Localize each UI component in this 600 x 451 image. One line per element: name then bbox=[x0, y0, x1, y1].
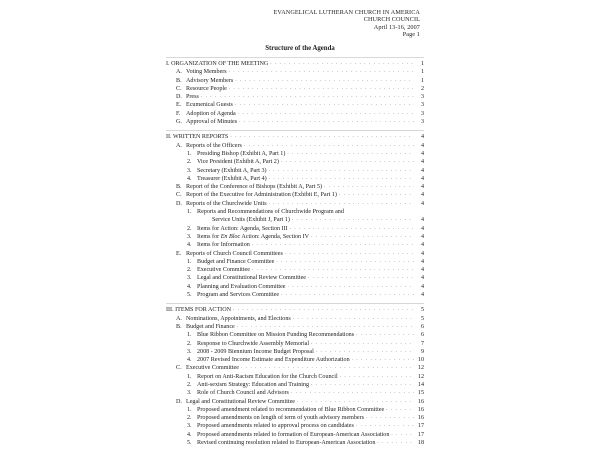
toc-subitem: 2. Items for Action: Agenda, Section III . . . 4 bbox=[166, 225, 424, 233]
toc-item: A. Nominations, Appointments, and Elections . . . 5 bbox=[166, 315, 424, 323]
toc-subitem: 2. Executive Committee . . . 4 bbox=[166, 266, 424, 274]
document-header bbox=[274, 9, 420, 39]
toc-subitem: 5. Revised continuing resolution related to European-American Association . . . 18 bbox=[166, 439, 424, 447]
toc-subitem: 2. Response to Churchwide Assembly Memorial . . . 7 bbox=[166, 340, 424, 348]
toc-subitem: 1. Budget and Finance Committee . . . 4 bbox=[166, 258, 424, 266]
toc-subitem: 3. Legal and Constitutional Review Committee . . . 4 bbox=[166, 274, 424, 282]
toc-subitem: 1. Reports and Recommendations of Churchwide Program and bbox=[187, 209, 344, 216]
toc-section-heading: III. ITEMS FOR ACTION . . . 5 bbox=[166, 306, 424, 314]
toc-item: G. Approval of Minutes . . . 3 bbox=[166, 118, 424, 126]
toc-item: D. Legal and Constitutional Review Committee . . . 16 bbox=[166, 398, 424, 406]
toc-subitem-continuation: Service Units (Exhibit J, Part 1) . . . 4 bbox=[166, 216, 424, 224]
toc-subitem: 4. Treasurer (Exhibit A, Part 4) . . . 4 bbox=[166, 175, 424, 183]
toc-subitem: 3. Proposed amendments related to approval process on candidates . . . 17 bbox=[166, 422, 424, 430]
toc-item: C. Executive Committee . . . 12 bbox=[166, 364, 424, 372]
toc-subitem: 2. Proposed amendments on length of term of youth advisory members . . . 16 bbox=[166, 414, 424, 422]
header-dates: April 13-16, 2007 bbox=[373, 23, 420, 31]
toc-item: E. Ecumenical Guests . . . 3 bbox=[166, 101, 424, 109]
toc-section-heading: II. WRITTEN REPORTS . . . 4 bbox=[166, 133, 424, 141]
toc-subitem: 1. Blue Ribbon Committee on Mission Funding Recommendations . . . 6 bbox=[166, 331, 424, 339]
toc-section-written-reports bbox=[166, 130, 424, 299]
toc-section-heading: I. ORGANIZATION OF THE MEETING . . . 1 bbox=[166, 60, 424, 68]
toc-item: B. Report of the Conference of Bishops (Exhibit A, Part 5) . . . 4 bbox=[166, 183, 424, 191]
toc-subitem: 4. 2007 Revised Income Estimate and Expenditure Authorization . . . 10 bbox=[166, 356, 424, 364]
toc-item: E. Reports of Church Council Committees . . . 4 bbox=[166, 250, 424, 258]
toc-subitem: 2. Anti-sexism Strategy: Education and Training . . . 14 bbox=[166, 381, 424, 389]
toc-subitem: 3. Items for En Bloc Action: Agenda, Section IV . . . 4 bbox=[166, 233, 424, 241]
toc-item: A. Reports of the Officers . . . 4 bbox=[166, 142, 424, 150]
toc-subitem: 4. Proposed amendments related to formation of European-American Association . . . 17 bbox=[166, 431, 424, 439]
toc-item: B. Advisory Members . . . 1 bbox=[166, 77, 424, 85]
page-title: Structure of the Agenda bbox=[265, 45, 335, 52]
toc-subitem: 1. Presiding Bishop (Exhibit A, Part 1) . . . 4 bbox=[166, 150, 424, 158]
toc-item: D. Reports of the Churchwide Units . . . 4 bbox=[166, 200, 424, 208]
toc-subitem: 2. Vice President (Exhibit A, Part 2) . . . 4 bbox=[166, 158, 424, 166]
toc-item: D. Press . . . 3 bbox=[166, 93, 424, 101]
toc-item: C. Report of the Executive for Administration (Exhibit E, Part 1) . . . 4 bbox=[166, 191, 424, 199]
toc-subitem: 3. 2008 - 2009 Biennium Income Budget Proposal . . . 9 bbox=[166, 348, 424, 356]
toc-subitem: 1. Proposed amendment related to recommendation of Blue Ribbon Committee . . . 16 bbox=[166, 406, 424, 414]
header-body: CHURCH COUNCIL bbox=[363, 16, 420, 24]
toc-item: F. Adoption of Agenda . . . 3 bbox=[166, 110, 424, 118]
toc-item: B. Budget and Finance . . . 6 bbox=[166, 323, 424, 331]
toc-item: C. Resource People . . . 2 bbox=[166, 85, 424, 93]
toc-subitem: 1. Report on Anti-Racism Education for the Church Council . . . 12 bbox=[166, 373, 424, 381]
toc-item: A. Voting Members . . . 1 bbox=[166, 68, 424, 76]
toc-subitem: 4. Planning and Evaluation Committee . . . 4 bbox=[166, 283, 424, 291]
toc-subitem: 3. Role of Church Council and Advisors . . . 15 bbox=[166, 389, 424, 397]
toc-subitem: 5. Program and Services Committee . . . 4 bbox=[166, 291, 424, 299]
toc-subitem: 4. Items for Information . . . 4 bbox=[166, 241, 424, 249]
header-page: Page 1 bbox=[402, 31, 420, 39]
header-org: EVANGELICAL LUTHERAN CHURCH IN AMERICA bbox=[273, 9, 420, 16]
toc-subitem: 3. Secretary (Exhibit A, Part 3) . . . 4 bbox=[166, 167, 424, 175]
toc-section-organization bbox=[166, 57, 424, 126]
table-of-contents bbox=[166, 57, 424, 451]
toc-section-items-for-action bbox=[166, 303, 424, 447]
